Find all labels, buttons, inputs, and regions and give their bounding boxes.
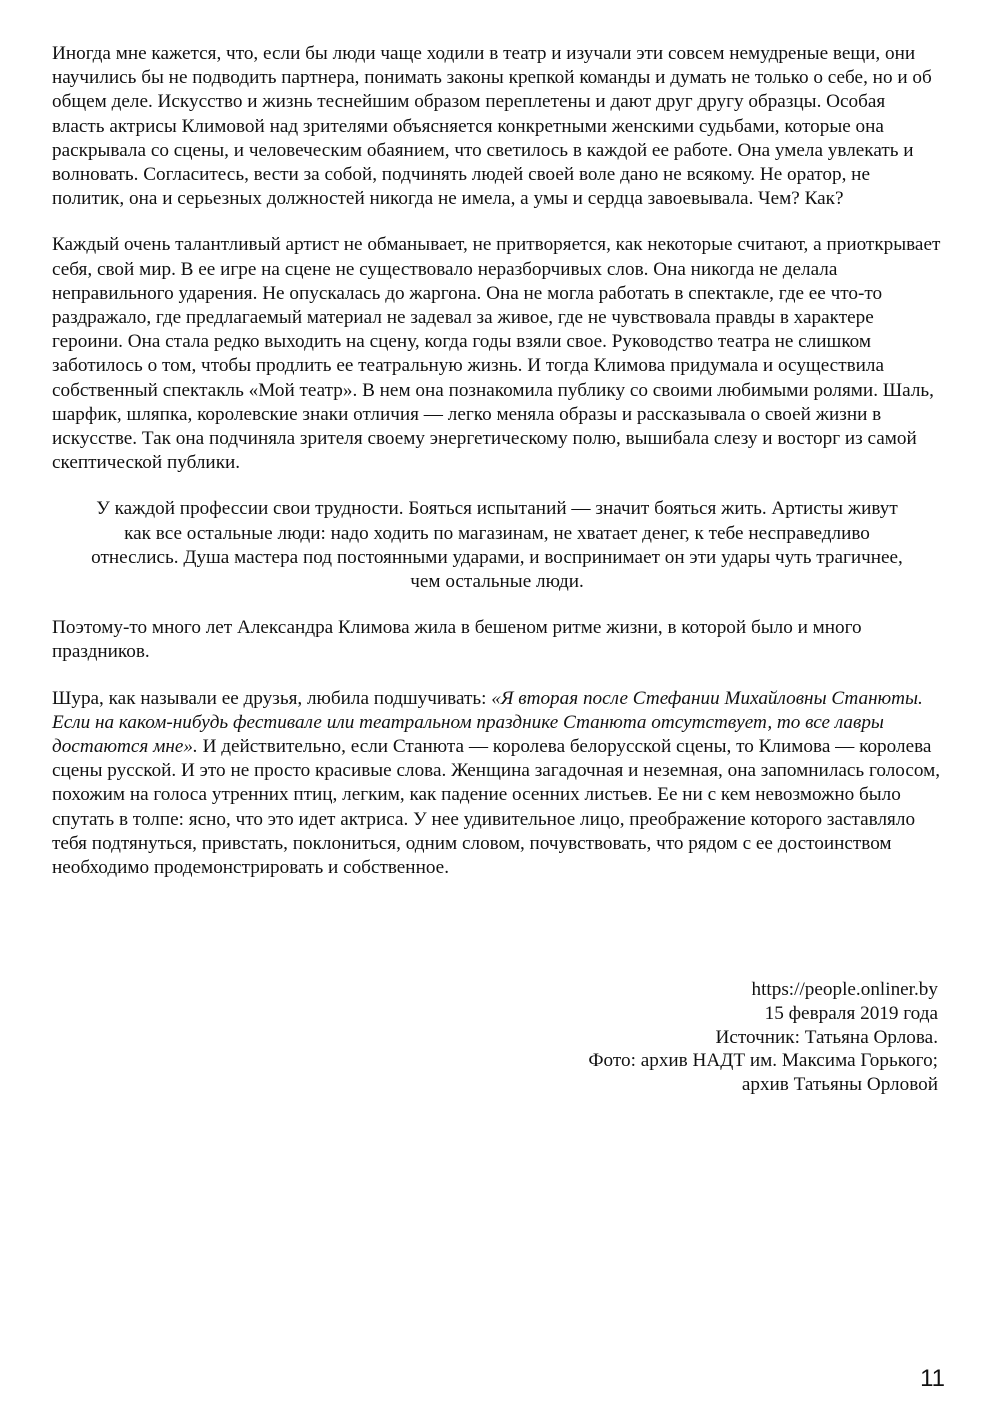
article-paragraph-4: Поэтому-то много лет Александра Климова жила в бешеном ритме жизни, в которой было и много праздников. (52, 617, 862, 663)
article-paragraph-1: Иногда мне кажется, что, если бы люди чаще ходили в театр и изучали эти совсем немудреные вещи, они научились бы не подводить партнера, понимать законы крепкой команды и думать не только о себе, но и об общем деле. Искусство и жизнь теснейшим образом переплетены и дают друг другу образцы. Особая власть актрисы Климовой над зрителями объясняется конкретными женскими судьбами, которые она раскрывала со сцены, и человеческим обаянием, что светилось в каждой ее работе. Она умела увлекать и волновать. Согласитесь, вести за собой, подчинять людей своей воле дано не всякому. Не оратор, не политик, она и серьезных должностей никогда не имела, а умы и сердца завоевывала. Чем? Как? (52, 43, 932, 210)
article-paragraph-5 (52, 687, 942, 881)
source-author: Источник: Татьяна Орлова. (715, 1026, 938, 1048)
source-date: 15 февраля 2019 года (764, 1002, 938, 1024)
photo-credit-line-1: Фото: архив НАДТ им. Максима Горького; (588, 1050, 938, 1072)
source-url: https://people.onliner.by (751, 979, 938, 1000)
paragraph-5-rest: И действительно, если Станюта — королева белорусской сцены, то Климова — королева сцены русской. И это не просто красивые слова. Женщина загадочная и неземная, она запомнилась голосом, похожим на голоса утренних птиц, легким, как падение осенних листьев. Ее ни с кем невозможно было спутать в толпе: ясно, что это идет актриса. У нее удивительное лицо, преображение которого заставляло тебя подтянуться, привстать, поклониться, одним словом, почувствовать, что рядом с ее достоинством необходимо продемонстрировать и собственное. (52, 736, 941, 879)
article-body (52, 42, 942, 880)
paragraph-5-intro: Шура, как называли ее друзья, любила подшучивать: (52, 687, 492, 709)
article-paragraph-2: Каждый очень талантливый артист не обманывает, не притворяется, как некоторые считают, а приоткрывает себя, свой мир. В ее игре на сцене не существовало неразборчивых слов. Она никогда не делала неправильного ударения. Не опускалась до жаргона. Она не могла работать в спектакле, где ее что-то раздражало, где предлагаемый материал не задевал за живое, где не чувствовала правды в характере героини. Она стала редко выходить на сцену, когда годы взяли свое. Руководство театра не слишком заботилось о том, чтобы продлить ее театральную жизнь. И тогда Климова придумала и осуществила собственный спектакль «Мой театр». В нем она познакомила публику со своими любимыми ролями. Шаль, шарфик, шляпка, королевские знаки отличия — легко меняла образы и рассказывала о своей жизни в искусстве. Так она подчиняла зрителя своему энергетическому полю, вышибала слезу и восторг из самой скептической публики. (52, 234, 941, 474)
photo-credit-line-2: архив Татьяны Орловой (741, 1074, 938, 1096)
klimova-quote: «Я вторая после Стефании Михайловны Станюты. Если на каком-нибудь фестивале или театральном празднике Станюта отсутствует, то все лавры достаются мне». (52, 687, 923, 758)
article-paragraph-3-centered: У каждой профессии свои трудности. Бояться испытаний — значит бояться жить. Артисты живут как все остальные люди: надо ходить по магазинам, не хватает денег, к тебе несправедливо отнеслись. Душа мастера под постоянными ударами, и воспринимает он эти удары чуть трагичнее, чем остальные люди. (91, 498, 903, 593)
source-credits (588, 978, 938, 1097)
page-number: 11 (920, 1365, 945, 1392)
